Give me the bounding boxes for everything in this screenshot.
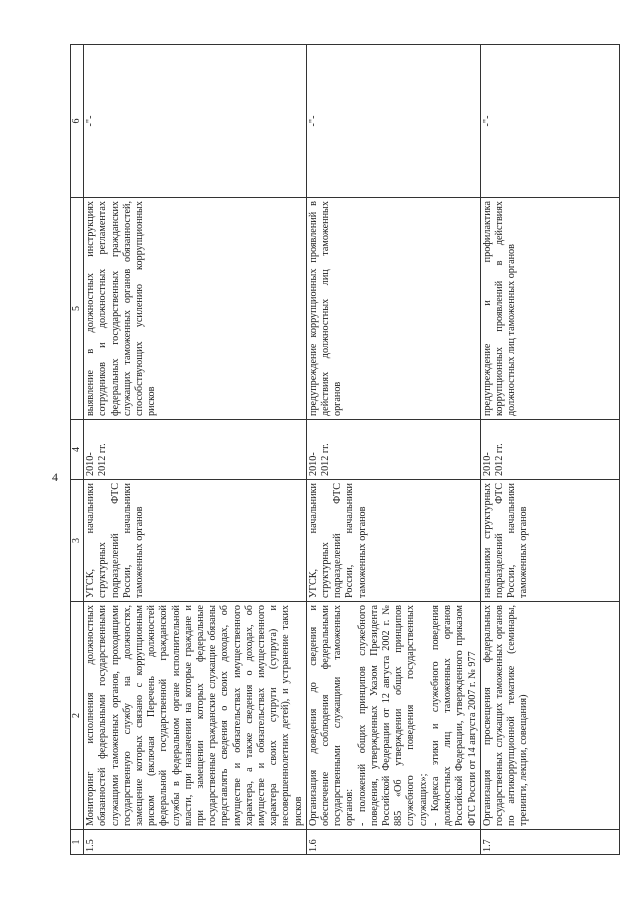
column-number-4: 4 bbox=[71, 420, 84, 480]
note-cell: -"- bbox=[480, 45, 619, 198]
measure-line: Организация доведения до сведения и обеспечение соблюдения федеральными государственными служащими таможенных органов: bbox=[307, 605, 356, 826]
column-number-1: 1 bbox=[71, 830, 84, 855]
table-row bbox=[480, 45, 619, 855]
measure-cell: Организация просвещения федеральных государственных служащих таможенных органов по антикоррупционной тематике (семинары, тренинги, лекции, совещания) bbox=[480, 602, 619, 830]
responsible-cell: УГСК, начальники структурных подразделений ФТС России, начальники таможенных органов bbox=[306, 480, 480, 602]
measure-line: - положений общих принципов служебного поведения, утвержденных Указом Президента Российской Федерации от 12 августа 2002 г. № 885 «Об утверждении общих принципов служебного поведения государственных служащих»; bbox=[356, 605, 429, 826]
column-number-5: 5 bbox=[71, 198, 84, 420]
row-number: 1.5 bbox=[84, 830, 307, 855]
result-cell: предупреждение коррупционных проявлений в действиях должностных лиц таможенных органов bbox=[306, 198, 480, 420]
table-header-row bbox=[71, 45, 84, 855]
table-row bbox=[306, 45, 480, 855]
result-cell: предупреждение и профилактика коррупционных проявлений в действиях должностных лиц таможенных органов bbox=[480, 198, 619, 420]
measures-table bbox=[70, 44, 620, 855]
period-cell: 2010- 2012 гг. bbox=[480, 420, 619, 480]
rotated-page bbox=[70, 45, 620, 855]
result-cell: выявление в должностных инструкциях сотрудников и должностных регламентах федеральных государственных гражданских служащих таможенных органов обязанностей, способствующих усилению коррупционных рисков bbox=[84, 198, 307, 420]
responsible-cell: УГСК, начальники структурных подразделений ФТС России, начальники таможенных органов bbox=[84, 480, 307, 602]
page-number: 4 bbox=[52, 470, 58, 484]
row-number: 1.6 bbox=[306, 830, 480, 855]
period-cell: 2010- 2012 гг. bbox=[84, 420, 307, 480]
note-cell: -"- bbox=[84, 45, 307, 198]
column-number-6: 6 bbox=[71, 45, 84, 198]
row-number: 1.7 bbox=[480, 830, 619, 855]
responsible-cell: начальники структурных подразделений ФТС России, начальники таможенных органов bbox=[480, 480, 619, 602]
measure-cell bbox=[306, 602, 480, 830]
period-cell: 2010- 2012 гг. bbox=[306, 420, 480, 480]
table-row bbox=[84, 45, 307, 855]
note-cell: -"- bbox=[306, 45, 480, 198]
column-number-2: 2 bbox=[71, 602, 84, 830]
column-number-3: 3 bbox=[71, 480, 84, 602]
measure-line: - Кодекса этики и служебного поведения должностных лиц таможенных органов Российской Федерации, утвержденного приказом ФТС России от 14 августа 2007 г. № 977 bbox=[429, 605, 478, 826]
measure-cell: Мониторинг исполнения должностных обязанностей федеральными государственными служащими таможенных органов, проходящими государственную службу на должностях, замещение которых связано с коррупционным риском (включая Перечень должностей федеральной государственной гражданской службы в федеральном органе исполнительной власти, при назначении на которые граждане и при замещении которых федеральные государственные гражданские служащие обязаны представлять сведения о своих доходах, об имуществе и обязательствах имущественного характера, а также сведения о доходах, об имуществе и обязательствах имущественного характера своих супруги (супруга) и несовершеннолетних детей), и устранение таких рисков bbox=[84, 602, 307, 830]
